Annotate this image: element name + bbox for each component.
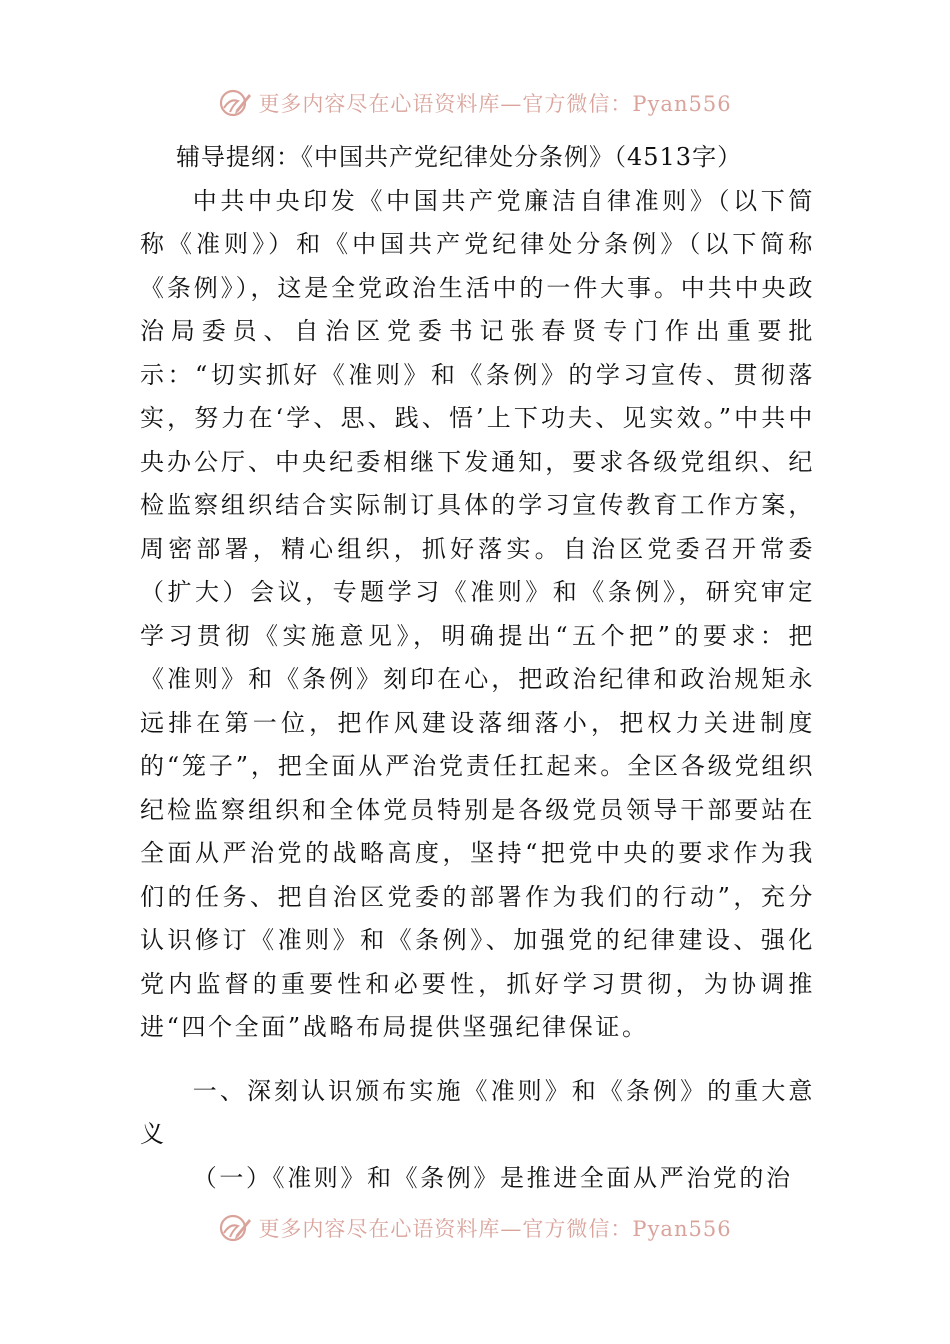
watermark-header [0,83,950,123]
paragraph-spacer [140,1050,815,1070]
watermark-text: 更多内容尽在心语资料库—官方微信：Pyan556 [258,1217,732,1241]
section-heading: 一、深刻认识颁布实施《准则》和《条例》的重大意义 [140,1076,815,1148]
document-body [140,136,815,1200]
body-paragraph: 中共中央印发《中国共产党廉洁自律准则》（以下简称《准则》）和《中国共产党纪律处分条例》（以下简称《条例》），这是全党政治生活中的一件大事。中共中央政治局委员、自治区党委书记张春贤专门作出重要批示：“切实抓好《准则》和《条例》的学习宣传、贯彻落实，努力在‘学、思、践、悟’上下功夫、见实效。”中共中央办公厅、中央纪委相继下发通知，要求各级党组织、纪检监察组织结合实际制订具体的学习宣传教育工作方案，周密部署，精心组织，抓好落实。自治区党委召开常委（扩大）会议，专题学习《准则》和《条例》，研究审定学习贯彻《实施意见》，明确提出“五个把”的要求：把《准则》和《条例》刻印在心，把政治纪律和政治规矩永远排在第一位，把作风建设落细落小，把权力关进制度的“笼子”，把全面从严治党责任扛起来。全区各级党组织纪检监察组织和全体党员特别是各级党员领导干部要站在全面从严治党的战略高度，坚持“把党中央的要求作为我们的任务、把自治区党委的部署作为我们的行动”，充分认识修订《准则》和《条例》、加强党的纪律建设、强化党内监督的重要性和必要性，抓好学习贯彻，为协调推进“四个全面”战略布局提供坚强纪律保证。 [140,186,815,1041]
subsection-heading: （一）《准则》和《条例》是推进全面从严治党的治 [192,1163,793,1192]
watermark-text: 更多内容尽在心语资料库—官方微信：Pyan556 [258,92,732,116]
pen-logo-icon [218,86,252,120]
pen-logo-icon [218,1211,252,1245]
watermark-footer [0,1208,950,1248]
document-title: 辅导提纲：《中国共产党纪律处分条例》（4513字） [176,143,743,171]
